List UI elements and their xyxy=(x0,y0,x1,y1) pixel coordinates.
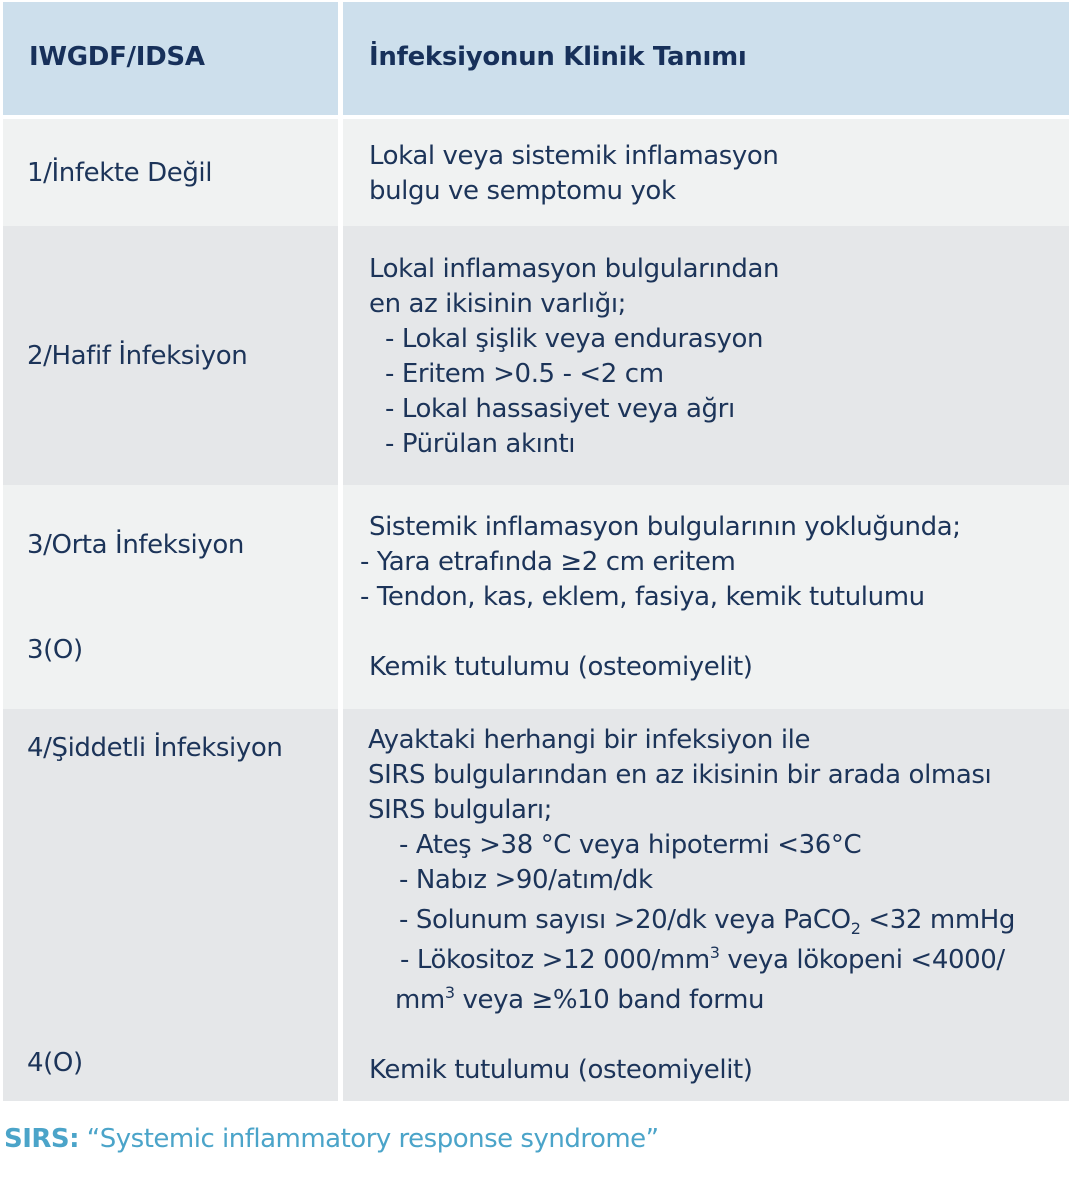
table-row-2-definition xyxy=(343,226,1069,485)
column-header-definition: İnfeksiyonun Klinik Tanımı xyxy=(369,42,747,72)
grade-label: 2/Hafif İnfeksiyon xyxy=(27,341,248,371)
definition-bullet-continuation: $mm^3$ veya ≥%10 band formu xyxy=(395,983,765,1015)
grade-label: 4/Şiddetli İnfeksiyon xyxy=(27,733,283,763)
definition-bullet: - Nabız >90/atım/dk xyxy=(399,865,653,895)
grade-sub-label: 3(O) xyxy=(27,635,83,665)
definition-line: SIRS bulgularından en az ikisinin bir arada olması xyxy=(368,760,992,790)
definition-bullet: - Tendon, kas, eklem, fasiya, kemik tutulumu xyxy=(360,582,925,612)
definition-sub-line: Kemik tutulumu (osteomiyelit) xyxy=(369,1055,753,1085)
definition-line: Ayaktaki herhangi bir infeksiyon ile xyxy=(368,725,811,755)
definition-line: bulgu ve semptomu yok xyxy=(369,176,676,206)
grade-sub-label: 4(O) xyxy=(27,1048,83,1078)
table-row-1-grade xyxy=(3,119,338,226)
definition-bullet-leukocytosis: - Lökositoz >12 $000/mm^3$ veya lökopeni <4000/ xyxy=(400,943,1005,975)
definition-line: SIRS bulguları; xyxy=(368,795,553,825)
definition-bullet-respiration: - Solunum sayısı >20/dk veya PaCO$_2$ <32 mmHg xyxy=(399,905,1016,938)
table-row-4-definition xyxy=(343,709,1069,1101)
definition-line: Lokal veya sistemik inflamasyon xyxy=(369,141,779,171)
definition-bullet: - Ateş >38 °C veya hipotermi <36°C xyxy=(399,830,862,860)
footnote-label: SIRS: xyxy=(4,1124,80,1154)
definition-bullet: - Lokal hassasiyet veya ağrı xyxy=(385,394,735,424)
footnote-text: “Systemic inflammatory response syndrome” xyxy=(79,1124,659,1154)
table-row-3-definition xyxy=(343,485,1069,709)
table-row-4-grade xyxy=(3,709,338,1101)
grade-label: 1/İnfekte Değil xyxy=(27,158,213,188)
header-cell-grade xyxy=(3,2,338,115)
definition-bullet: - Lokal şişlik veya endurasyon xyxy=(385,324,764,354)
definition-line: en az ikisinin varlığı; xyxy=(369,289,627,319)
definition-line: Sistemik inflamasyon bulgularının yokluğunda; xyxy=(369,512,961,542)
header-cell-definition xyxy=(343,2,1069,115)
definition-bullet: - Eritem >0.5 - <2 cm xyxy=(385,359,664,389)
definition-line: Lokal inflamasyon bulgularından xyxy=(369,254,780,284)
table-row-1-definition xyxy=(343,119,1069,226)
table-row-3-grade xyxy=(3,485,338,709)
table-row-2-grade xyxy=(3,226,338,485)
column-header-grade: IWGDF/IDSA xyxy=(29,42,205,72)
definition-bullet: - Yara etrafında ≥2 cm eritem xyxy=(360,547,736,577)
definition-bullet: - Pürülan akıntı xyxy=(385,429,576,459)
footnote xyxy=(4,1124,659,1154)
grade-label: 3/Orta İnfeksiyon xyxy=(27,530,244,560)
definition-sub-line: Kemik tutulumu (osteomiyelit) xyxy=(369,652,753,682)
